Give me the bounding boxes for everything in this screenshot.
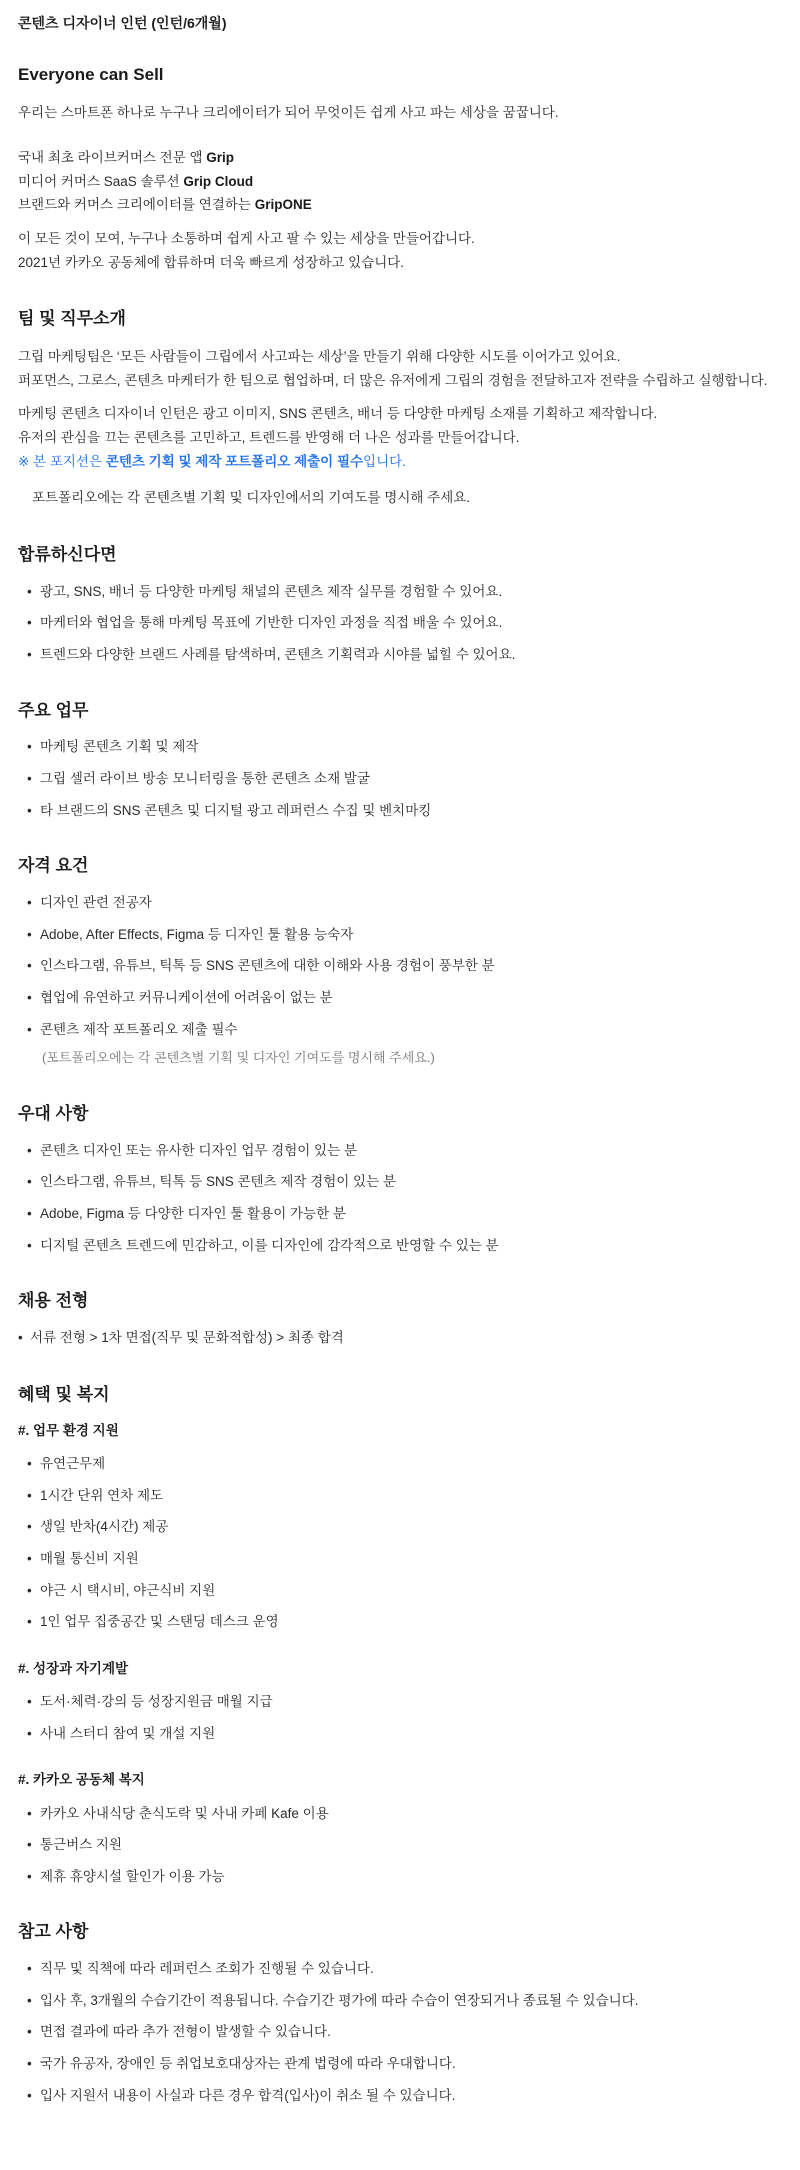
benefits-group-list: [18, 1691, 782, 1744]
list-item: • 디자인 관련 전공자: [18, 892, 782, 914]
list-item: • 1시간 단위 연차 제도: [18, 1485, 782, 1507]
process-steps: • 서류 전형 > 1차 면접(직무 및 문화적합성) > 최종 합격: [18, 1327, 782, 1350]
list-item: • 카카오 사내식당 춘식도락 및 사내 카페 Kafe 이용: [18, 1803, 782, 1825]
list-item: • 직무 및 직책에 따라 레퍼런스 조회가 진행될 수 있습니다.: [18, 1958, 782, 1980]
section-process: [18, 1290, 782, 1350]
section-intro: [18, 64, 782, 275]
section-team: [18, 308, 782, 510]
list-item: • 매월 통신비 지원: [18, 1548, 782, 1570]
benefits-group-list: [18, 1453, 782, 1633]
benefits-group-title: #. 성장과 자기계발: [18, 1660, 129, 1676]
benefits-group-title: #. 카카오 공동체 복지: [18, 1772, 145, 1788]
list-item: • 타 브랜드의 SNS 콘텐츠 및 디지털 광고 레퍼런스 수집 및 벤치마킹: [18, 800, 782, 822]
product-name-gripone: GripONE: [254, 197, 312, 213]
requirements-list: [18, 892, 782, 1040]
list-item: • 생일 반차(4시간) 제공: [18, 1516, 782, 1538]
intro-heading: Everyone can Sell: [18, 64, 164, 84]
benefits-group-growth: [18, 1659, 782, 1744]
portfolio-required-suffix: 입니다.: [363, 453, 406, 469]
list-item: • 유연근무제: [18, 1453, 782, 1475]
portfolio-required-note: 포트폴리오에는 각 콘텐츠별 기획 및 디자인에서의 기여도를 명시해 주세요.: [32, 489, 471, 505]
list-item: • Adobe, After Effects, Figma 등 디자인 툴 활용 능숙자: [18, 924, 782, 946]
list-item: • 통근버스 지원: [18, 1834, 782, 1856]
tasks-list: [18, 736, 782, 821]
portfolio-required-line: [18, 450, 782, 474]
list-item: • 광고, SNS, 배너 등 다양한 마케팅 채널의 콘텐츠 제작 실무를 경험할 수 있어요.: [18, 581, 782, 603]
benefits-group-list: [18, 1803, 782, 1888]
list-item: • 국가 유공자, 장애인 등 취업보호대상자는 관계 법령에 따라 우대합니다.: [18, 2053, 782, 2075]
section-join: [18, 544, 782, 666]
list-item: • 디지털 콘텐츠 트렌드에 민감하고, 이를 디자인에 감각적으로 반영할 수 있는 분: [18, 1235, 782, 1257]
product-prefix-gripcloud: 미디어 커머스 SaaS 솔루션: [18, 173, 184, 189]
process-heading: 채용 전형: [18, 1291, 89, 1311]
join-heading: 합류하신다면: [18, 544, 117, 564]
notes-heading: 참고 사항: [18, 1922, 89, 1942]
section-tasks: [18, 700, 782, 822]
product-line-gripcloud: [18, 170, 782, 194]
section-requirements: [18, 855, 782, 1069]
list-item: • 입사 지원서 내용이 사실과 다른 경우 합격(입사)이 취소 될 수 있습니다.: [18, 2085, 782, 2107]
intro-closing-2: 2021년 카카오 공동체에 합류하며 더욱 빠르게 성장하고 있습니다.: [18, 254, 405, 270]
team-paragraph-1: 그립 마케팅팀은 ‘모든 사람들이 그립에서 사고파는 세상’을 만들기 위해 다양한 시도를 이어가고 있어요.: [18, 349, 621, 365]
preferred-list: [18, 1140, 782, 1256]
list-item: • 협업에 유연하고 커뮤니케이션에 어려움이 없는 분: [18, 987, 782, 1009]
list-item: • 입사 후, 3개월의 수습기간이 적용됩니다. 수습기간 평가에 따라 수습이 연장되거나 종료될 수 있습니다.: [18, 1990, 782, 2012]
join-list: [18, 581, 782, 666]
requirements-portfolio-note: (포트폴리오에는 각 콘텐츠별 기획 및 디자인 기여도를 명시해 주세요.): [42, 1050, 435, 1066]
preferred-heading: 우대 사항: [18, 1103, 89, 1123]
portfolio-required-strong: 콘텐츠 기획 및 제작 포트폴리오 제출이 필수: [105, 453, 364, 469]
team-paragraph-2: 퍼포먼스, 그로스, 콘텐츠 마케터가 한 팀으로 협업하며, 더 많은 유저에게 그립의 경험을 전달하고자 전략을 수립하고 실행합니다.: [18, 372, 768, 388]
list-item: • 그립 셀러 라이브 방송 모니터링을 통한 콘텐츠 소재 발굴: [18, 768, 782, 790]
list-item: • 인스타그램, 유튜브, 틱톡 등 SNS 콘텐츠 제작 경험이 있는 분: [18, 1171, 782, 1193]
product-name-gripcloud: Grip Cloud: [183, 173, 254, 189]
list-item: • 마케팅 콘텐츠 기획 및 제작: [18, 736, 782, 758]
list-item: • 마케터와 협업을 통해 마케팅 목표에 기반한 디자인 과정을 직접 배울 수 있어요.: [18, 612, 782, 634]
section-benefits: [18, 1384, 782, 1887]
team-paragraph-4: 유저의 관심을 끄는 콘텐츠를 고민하고, 트렌드를 반영해 더 나은 성과를 만들어갑니다.: [18, 430, 520, 446]
team-heading: 팀 및 직무소개: [18, 309, 126, 329]
page-title: 콘텐츠 디자이너 인턴 (인턴/6개월): [18, 15, 227, 31]
list-item: • 1인 업무 집중공간 및 스탠딩 데스크 운영: [18, 1611, 782, 1633]
team-paragraph-3: 마케팅 콘텐츠 디자이너 인턴은 광고 이미지, SNS 콘텐츠, 배너 등 다양한 마케팅 소재를 기획하고 제작합니다.: [18, 406, 658, 422]
list-item: • 사내 스터디 참여 및 개설 지원: [18, 1723, 782, 1745]
list-item: • 야근 시 택시비, 야근식비 지원: [18, 1580, 782, 1602]
requirements-heading: 자격 요건: [18, 856, 89, 876]
list-item-portfolio-required: • 콘텐츠 제작 포트폴리오 제출 필수: [18, 1019, 782, 1041]
list-item: • 도서·체력·강의 등 성장지원금 매월 지급: [18, 1691, 782, 1713]
portfolio-required-prefix: ※ 본 포지션은: [18, 453, 106, 469]
benefits-heading: 혜택 및 복지: [18, 1385, 110, 1405]
notes-list: [18, 1958, 782, 2106]
product-prefix-grip: 국내 최초 라이브커머스 전문 앱: [18, 150, 207, 166]
list-item: • 제휴 휴양시설 할인가 이용 가능: [18, 1866, 782, 1888]
intro-lead: 우리는 스마트폰 하나로 누구나 크리에이터가 되어 무엇이든 쉽게 사고 파는 세상을 꿈꿉니다.: [18, 104, 559, 120]
product-prefix-gripone: 브랜드와 커머스 크리에이터를 연결하는: [18, 197, 255, 213]
intro-closing-1: 이 모든 것이 모여, 누구나 소통하며 쉽게 사고 팔 수 있는 세상을 만들어갑니다.: [18, 231, 475, 247]
tasks-heading: 주요 업무: [18, 700, 89, 720]
list-item: • Adobe, Figma 등 다양한 디자인 툴 활용이 가능한 분: [18, 1203, 782, 1225]
section-preferred: [18, 1103, 782, 1256]
list-item: • 트렌드와 다양한 브랜드 사례를 탐색하며, 콘텐츠 기획력과 시야를 넓힐 수 있어요.: [18, 644, 782, 666]
list-item: • 인스타그램, 유튜브, 틱톡 등 SNS 콘텐츠에 대한 이해와 사용 경험이 풍부한 분: [18, 955, 782, 977]
section-notes: [18, 1921, 782, 2106]
list-item: • 면접 결과에 따라 추가 전형이 발생할 수 있습니다.: [18, 2021, 782, 2043]
benefits-group-kakao: [18, 1770, 782, 1887]
benefits-group-work-environment: [18, 1421, 782, 1633]
benefits-group-title: #. 업무 환경 지원: [18, 1423, 119, 1439]
product-name-grip: Grip: [206, 150, 235, 166]
list-item: • 콘텐츠 디자인 또는 유사한 디자인 업무 경험이 있는 분: [18, 1140, 782, 1162]
product-line-gripone: [18, 193, 782, 217]
product-line-grip: [18, 146, 782, 170]
